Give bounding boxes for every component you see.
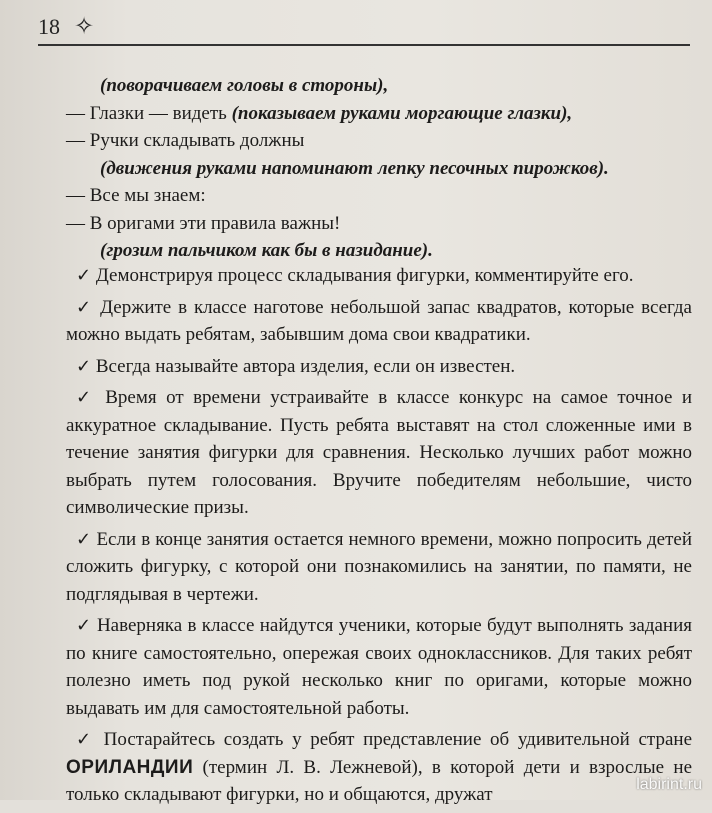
page-number: 18	[38, 14, 60, 39]
tip-item: ✓ Наверняка в классе найдутся ученики, которые будут выполнять задания по книге самостоятельно, опережая своих одноклассников. Для таких ребят полезно иметь под рукой несколько книг по оригами, которые можно выдавать им для самостоятельной работы.	[66, 615, 692, 719]
check-icon: ✓	[76, 387, 96, 408]
dialog-line: — В оригами эти правила важны!	[66, 212, 341, 234]
tip-item: ✓ Постарайтесь создать у ребят представление об удивительной стране ОРИЛАНДИИ (термин Л. В. Лежневой), в которой дети и взрослые не только складывают фигурки, но и общаются, дружат	[66, 729, 692, 805]
watermark: labirint.ru	[636, 776, 702, 793]
tip-item: ✓ Время от времени устраивайте в классе конкурс на самое точное и аккуратное складывание. Пусть ребята выставят на стол сложенные ими в течение занятия фигурки для сравнения. Несколько лучших работ можно выбрать путем голосования. Вручите победителям небольшие, чисто символические призы.	[66, 387, 692, 518]
check-icon: ✓	[76, 265, 92, 286]
dialog-line: — Глазки — видеть (показываем руками моргающие глазки),	[66, 102, 573, 124]
check-icon: ✓	[76, 355, 92, 377]
check-icon: ✓	[76, 729, 95, 750]
ornament-icon: ✧	[74, 14, 95, 40]
oriland-term: ОРИЛАНДИИ	[66, 756, 194, 778]
check-icon: ✓	[76, 615, 92, 636]
dialog-line: (грозим пальчиком как бы в назидание).	[100, 240, 433, 261]
dialog-line: (поворачиваем головы в стороны),	[100, 75, 389, 96]
tip-item: ✓ Если в конце занятия остается немного времени, можно попросить детей сложить фигурку, с которой они познакомились на занятии, по памяти, не подглядывая в чертежи.	[66, 528, 692, 605]
dialog-block	[66, 72, 692, 265]
dialog-line: (движения руками напоминают лепку песочных пирожков).	[100, 157, 609, 179]
check-icon: ✓	[76, 296, 94, 318]
tip-item: ✓ Держите в классе наготове небольшой запас квадратов, которые всегда можно выдать ребятам, забывшим дома свои квадратики.	[66, 296, 692, 345]
dialog-line: — Все мы знаем:	[66, 185, 206, 206]
tip-item: ✓ Демонстрируя процесс складывания фигурки, комментируйте его.	[76, 265, 634, 286]
tip-item: ✓ Всегда называйте автора изделия, если он известен.	[76, 355, 516, 377]
check-icon: ✓	[76, 528, 92, 550]
header-rule	[38, 44, 690, 46]
page-header	[38, 10, 690, 44]
dialog-line: — Ручки складывать должны	[66, 130, 305, 151]
tips-list	[66, 262, 692, 813]
